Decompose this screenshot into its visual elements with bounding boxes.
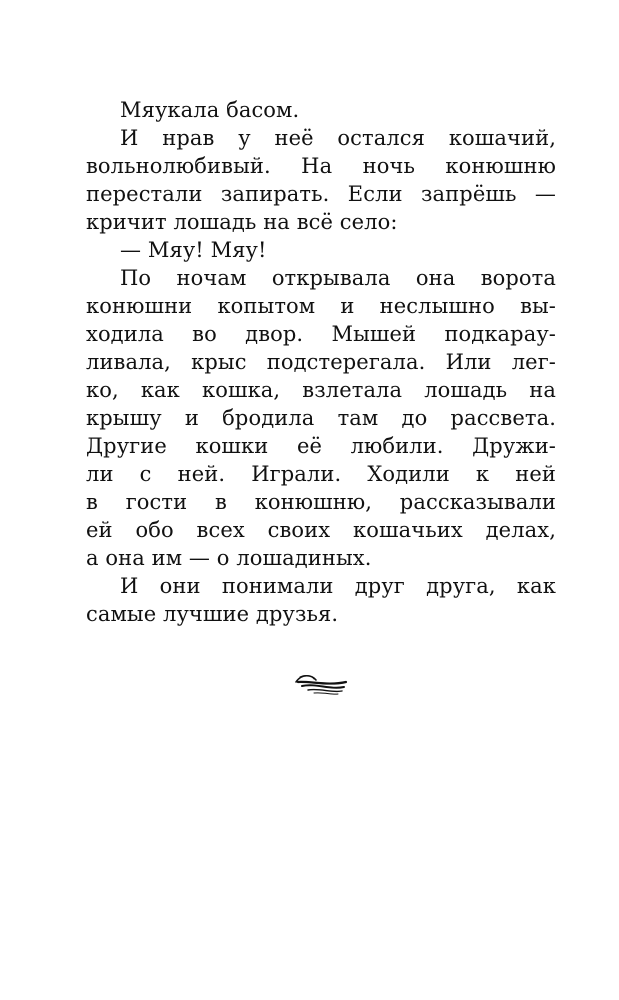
text-line: ей обо всех своих кошачьих делах, bbox=[86, 518, 556, 542]
text-line: ходила во двор. Мышей подкарау- bbox=[86, 322, 556, 346]
text-line: Другие кошки её любили. Дружи- bbox=[86, 434, 556, 458]
text-line: ливала, крыс подстерегала. Или лег- bbox=[86, 350, 556, 374]
text-block bbox=[86, 96, 556, 628]
text-line: И они понимали друг друга, как bbox=[120, 574, 556, 598]
text-line: ли с ней. Играли. Ходили к ней bbox=[86, 462, 556, 486]
text-line: вольнолюбивый. На ночь конюшню bbox=[86, 154, 556, 178]
text-line: в гости в конюшню, рассказывали bbox=[86, 490, 556, 514]
text-line: крышу и бродила там до рассвета. bbox=[86, 406, 556, 430]
paragraph bbox=[86, 572, 556, 628]
text-line: ко, как кошка, взлетала лошадь на bbox=[86, 378, 556, 402]
text-line: По ночам открывала она ворота bbox=[120, 266, 556, 290]
text-line: а она им — о лошадиных. bbox=[86, 546, 372, 570]
text-line: кричит лошадь на всё село: bbox=[86, 210, 398, 234]
text-line: перестали запирать. Если запрёшь — bbox=[86, 182, 556, 206]
text-line: конюшни копытом и неслышно вы- bbox=[86, 294, 556, 318]
text-line: Мяукала басом. bbox=[120, 98, 300, 122]
text-line: — Мяу! Мяу! bbox=[120, 238, 267, 262]
paragraph bbox=[86, 236, 556, 264]
flourish-ornament-icon bbox=[292, 670, 352, 696]
paragraph bbox=[86, 264, 556, 572]
paragraph bbox=[86, 124, 556, 236]
paragraph bbox=[86, 96, 556, 124]
text-line: И нрав у неё остался кошачий, bbox=[120, 126, 556, 150]
text-line: самые лучшие друзья. bbox=[86, 602, 339, 626]
